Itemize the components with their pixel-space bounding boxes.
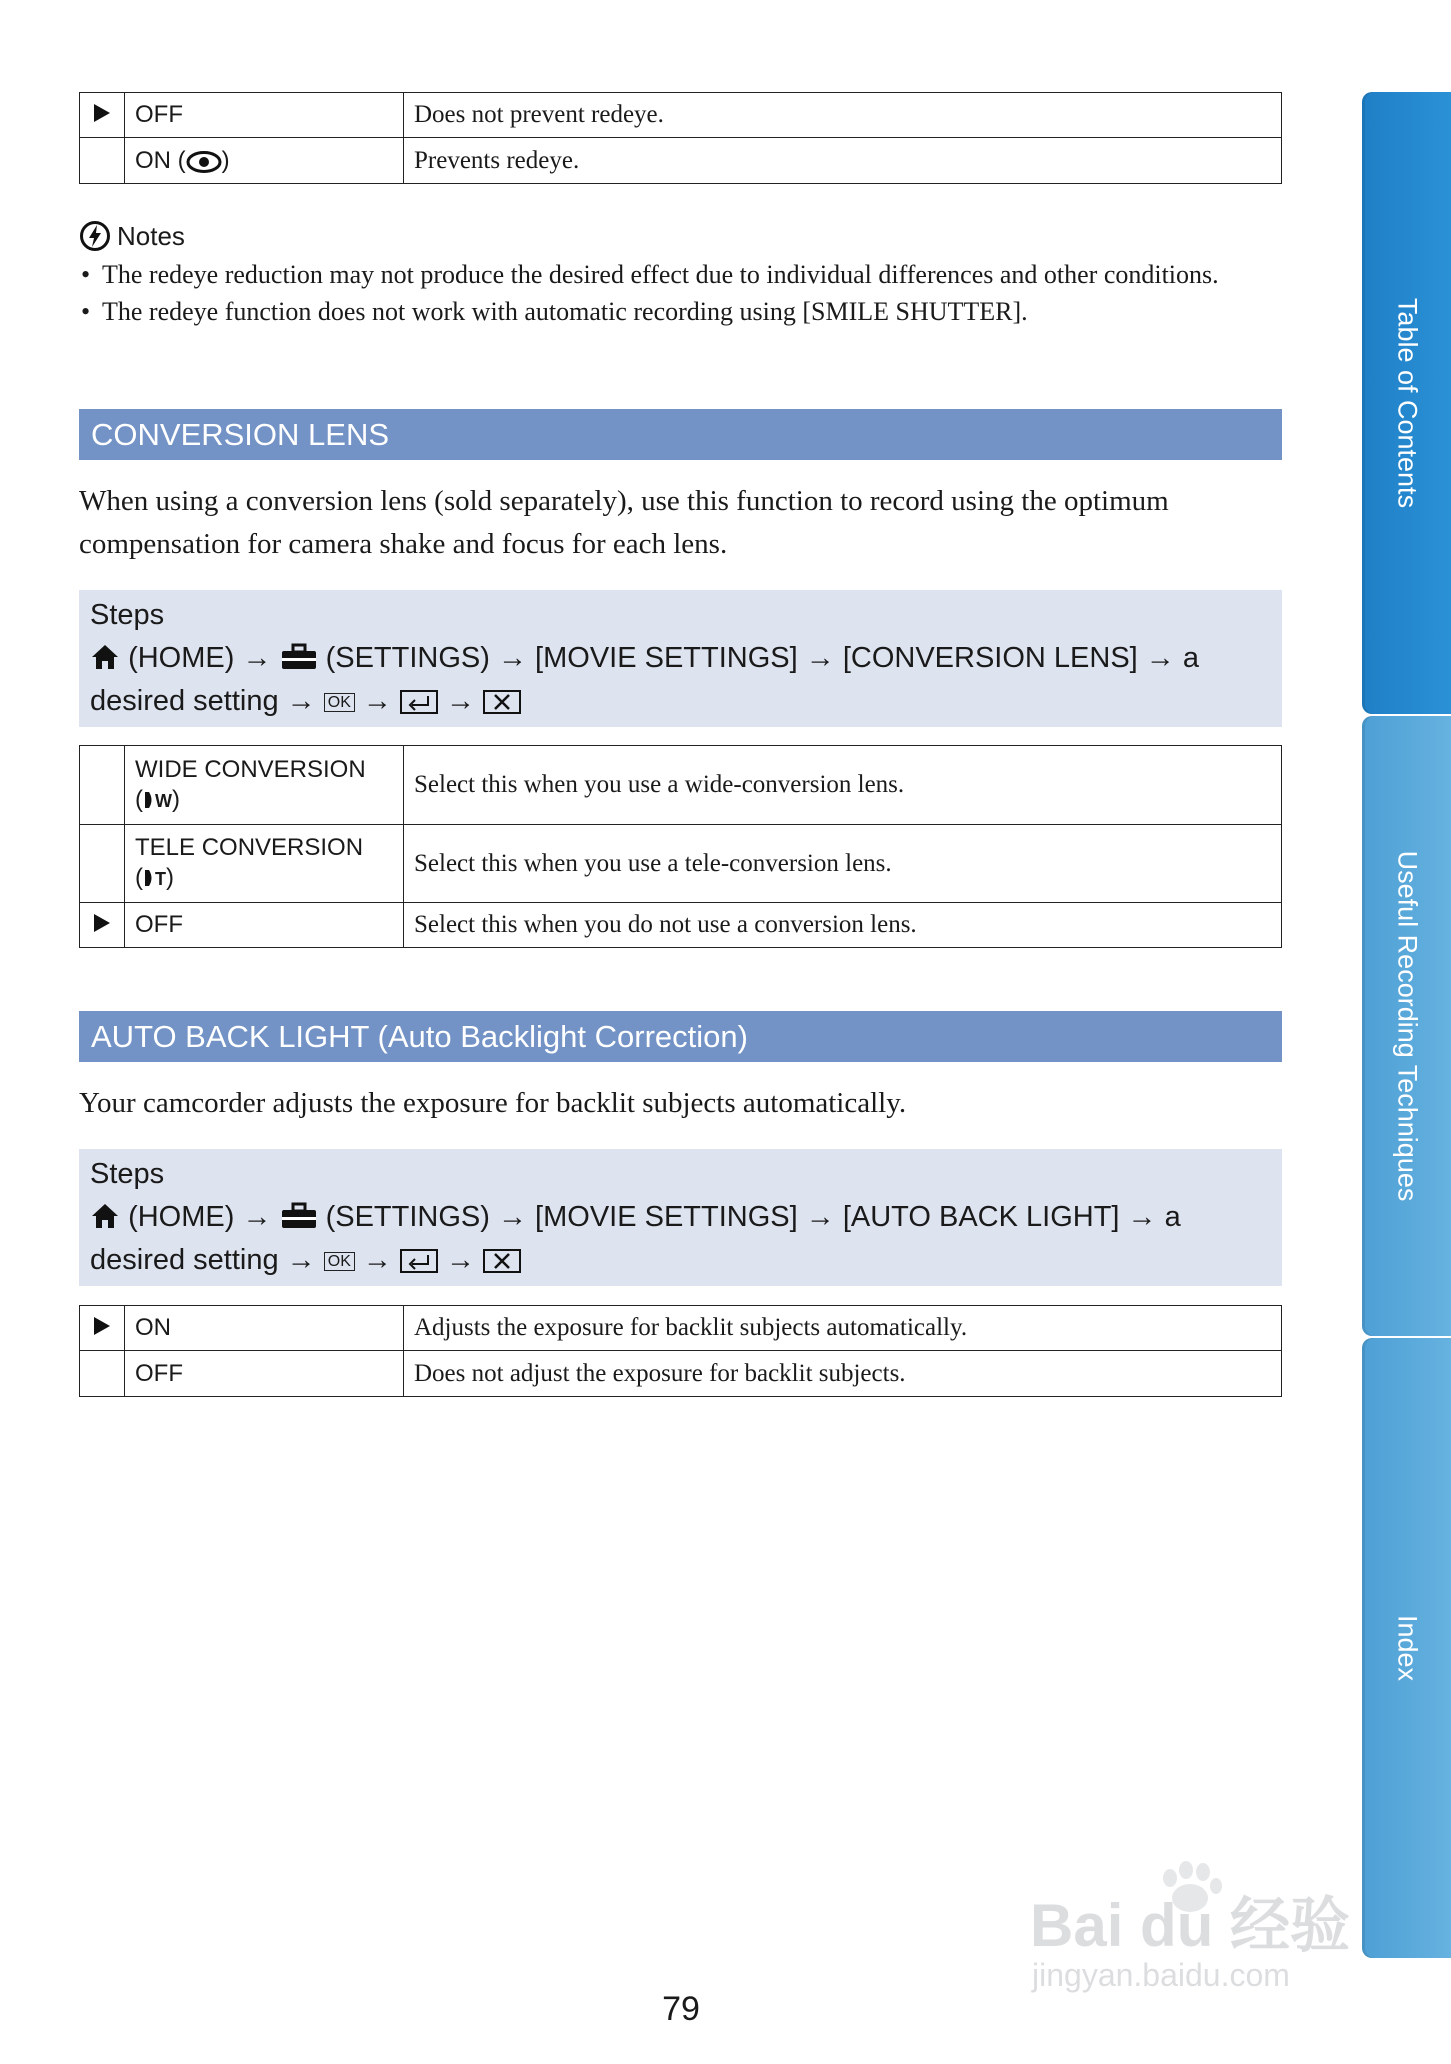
tab-label: Table of Contents (1392, 297, 1422, 509)
icon-letter: T (155, 869, 166, 889)
auto-back-light-heading: AUTO BACK LIGHT (Auto Backlight Correction) (79, 1011, 1282, 1062)
option-description: Prevents redeye. (404, 138, 1282, 184)
table-row[interactable] (80, 746, 1282, 825)
home-icon (90, 1202, 120, 1230)
option-name-suffix: ) (221, 146, 230, 174)
step-home: (HOME) (128, 642, 235, 674)
paren-close: ) (166, 864, 174, 891)
option-description: Does not adjust the exposure for backlit subjects. (404, 1351, 1282, 1397)
step-movie-settings: [MOVIE SETTINGS] (535, 642, 798, 674)
table-row[interactable] (80, 93, 1282, 138)
default-setting-triangle-icon (94, 104, 110, 122)
steps-title: Steps (90, 599, 165, 631)
tab-index[interactable] (1362, 1338, 1451, 1958)
close-icon (483, 1249, 521, 1273)
option-name (125, 825, 404, 903)
list-item: • The redeye reduction may not produce the desired effect due to individual differences and other conditions. (79, 256, 1289, 293)
selected-marker (80, 1306, 125, 1351)
paren-open: ( (135, 785, 143, 813)
selected-marker (80, 825, 125, 903)
notes-heading (79, 218, 1289, 254)
default-setting-triangle-icon (94, 914, 110, 932)
notes-title: Notes (117, 220, 185, 251)
conversion-lens-steps (79, 590, 1282, 727)
steps-title: Steps (90, 1158, 165, 1190)
step-desired-setting: a desired setting (90, 642, 1199, 717)
option-icon-line (135, 785, 393, 816)
settings-toolbox-icon (280, 1202, 318, 1230)
option-name (125, 746, 404, 825)
option-description: Adjusts the exposure for backlit subjects automatically. (404, 1306, 1282, 1351)
step-auto-back-light: [AUTO BACK LIGHT] (842, 1201, 1120, 1233)
option-description: Select this when you do not use a conversion lens. (404, 903, 1282, 948)
option-description: Select this when you use a wide-conversion lens. (404, 746, 1282, 825)
step-settings: (SETTINGS) (325, 642, 490, 674)
notes-section (79, 218, 1289, 330)
steps-path: (HOME) → (SETTINGS) → [MOVIE SETTINGS] → [CONVERSION LENS] → a desired setting → OK → → (90, 642, 1199, 717)
selected-marker (80, 138, 125, 184)
home-icon (90, 643, 120, 671)
auto-back-light-steps (79, 1149, 1282, 1286)
baidu-watermark (1030, 1858, 1370, 1998)
conversion-lens-options-table (79, 745, 1282, 948)
redeye-options-table (79, 92, 1282, 184)
option-name (125, 138, 404, 184)
table-row[interactable] (80, 1306, 1282, 1351)
steps-path: (HOME) → (SETTINGS) → [MOVIE SETTINGS] → [AUTO BACK LIGHT] → a desired setting → OK → → (90, 1201, 1181, 1276)
close-icon (483, 690, 521, 714)
selected-marker (80, 903, 125, 948)
option-name: OFF (125, 903, 404, 948)
tab-label: Index (1392, 1614, 1422, 1682)
auto-back-light-description: Your camcorder adjusts the exposure for backlit subjects automatically. (79, 1087, 907, 1119)
paren-close: ) (172, 785, 180, 813)
option-name: ON (125, 1306, 404, 1351)
watermark-url: jingyan.baidu.com (1032, 1957, 1290, 1993)
auto-back-light-options-table (79, 1305, 1282, 1397)
notes-warning-icon (79, 220, 111, 252)
option-name: OFF (125, 93, 404, 138)
option-icon-line (135, 863, 393, 894)
table-row[interactable] (80, 1351, 1282, 1397)
conversion-lens-description: When using a conversion lens (sold separately), use this function to record using the optimum compensation for camera shake and focus for each lens. (79, 485, 1169, 560)
step-desired-setting: a desired setting (90, 1201, 1181, 1276)
page-number: 79 (662, 1990, 700, 2028)
option-name-text: TELE CONVERSION (135, 834, 364, 861)
list-item: • The redeye function does not work with automatic recording using [SMILE SHUTTER]. (79, 293, 1289, 330)
step-conversion-lens: [CONVERSION LENS] (842, 642, 1138, 674)
table-row[interactable] (80, 825, 1282, 903)
default-setting-triangle-icon (94, 1317, 110, 1335)
option-name-text: ON ( (135, 146, 186, 174)
step-movie-settings: [MOVIE SETTINGS] (535, 1201, 798, 1233)
tele-conversion-icon (143, 868, 155, 888)
eye-icon (186, 150, 222, 174)
conversion-lens-heading: CONVERSION LENS (79, 409, 1282, 460)
settings-toolbox-icon (280, 643, 318, 671)
ok-button-icon: OK (324, 693, 355, 712)
table-row[interactable] (80, 903, 1282, 948)
return-icon (400, 690, 438, 714)
wide-conversion-icon (143, 790, 155, 810)
tab-table-of-contents[interactable] (1362, 92, 1451, 714)
tab-label: Useful Recording Techniques (1392, 850, 1422, 1202)
selected-marker (80, 746, 125, 825)
selected-marker (80, 93, 125, 138)
selected-marker (80, 1351, 125, 1397)
watermark-brand: Bai du 经验 (1030, 1892, 1351, 1959)
step-settings: (SETTINGS) (325, 1201, 490, 1233)
notes-list (79, 256, 1289, 330)
option-name: OFF (125, 1351, 404, 1397)
step-home: (HOME) (128, 1201, 235, 1233)
option-description: Select this when you use a tele-conversion lens. (404, 825, 1282, 903)
table-row[interactable] (80, 138, 1282, 184)
ok-button-icon: OK (324, 1252, 355, 1271)
option-name-text: WIDE CONVERSION (135, 755, 366, 783)
option-description: Does not prevent redeye. (404, 93, 1282, 138)
icon-letter: W (155, 790, 172, 811)
paren-open: ( (135, 864, 143, 891)
tab-useful-recording-techniques[interactable] (1362, 716, 1451, 1336)
return-icon (400, 1249, 438, 1273)
